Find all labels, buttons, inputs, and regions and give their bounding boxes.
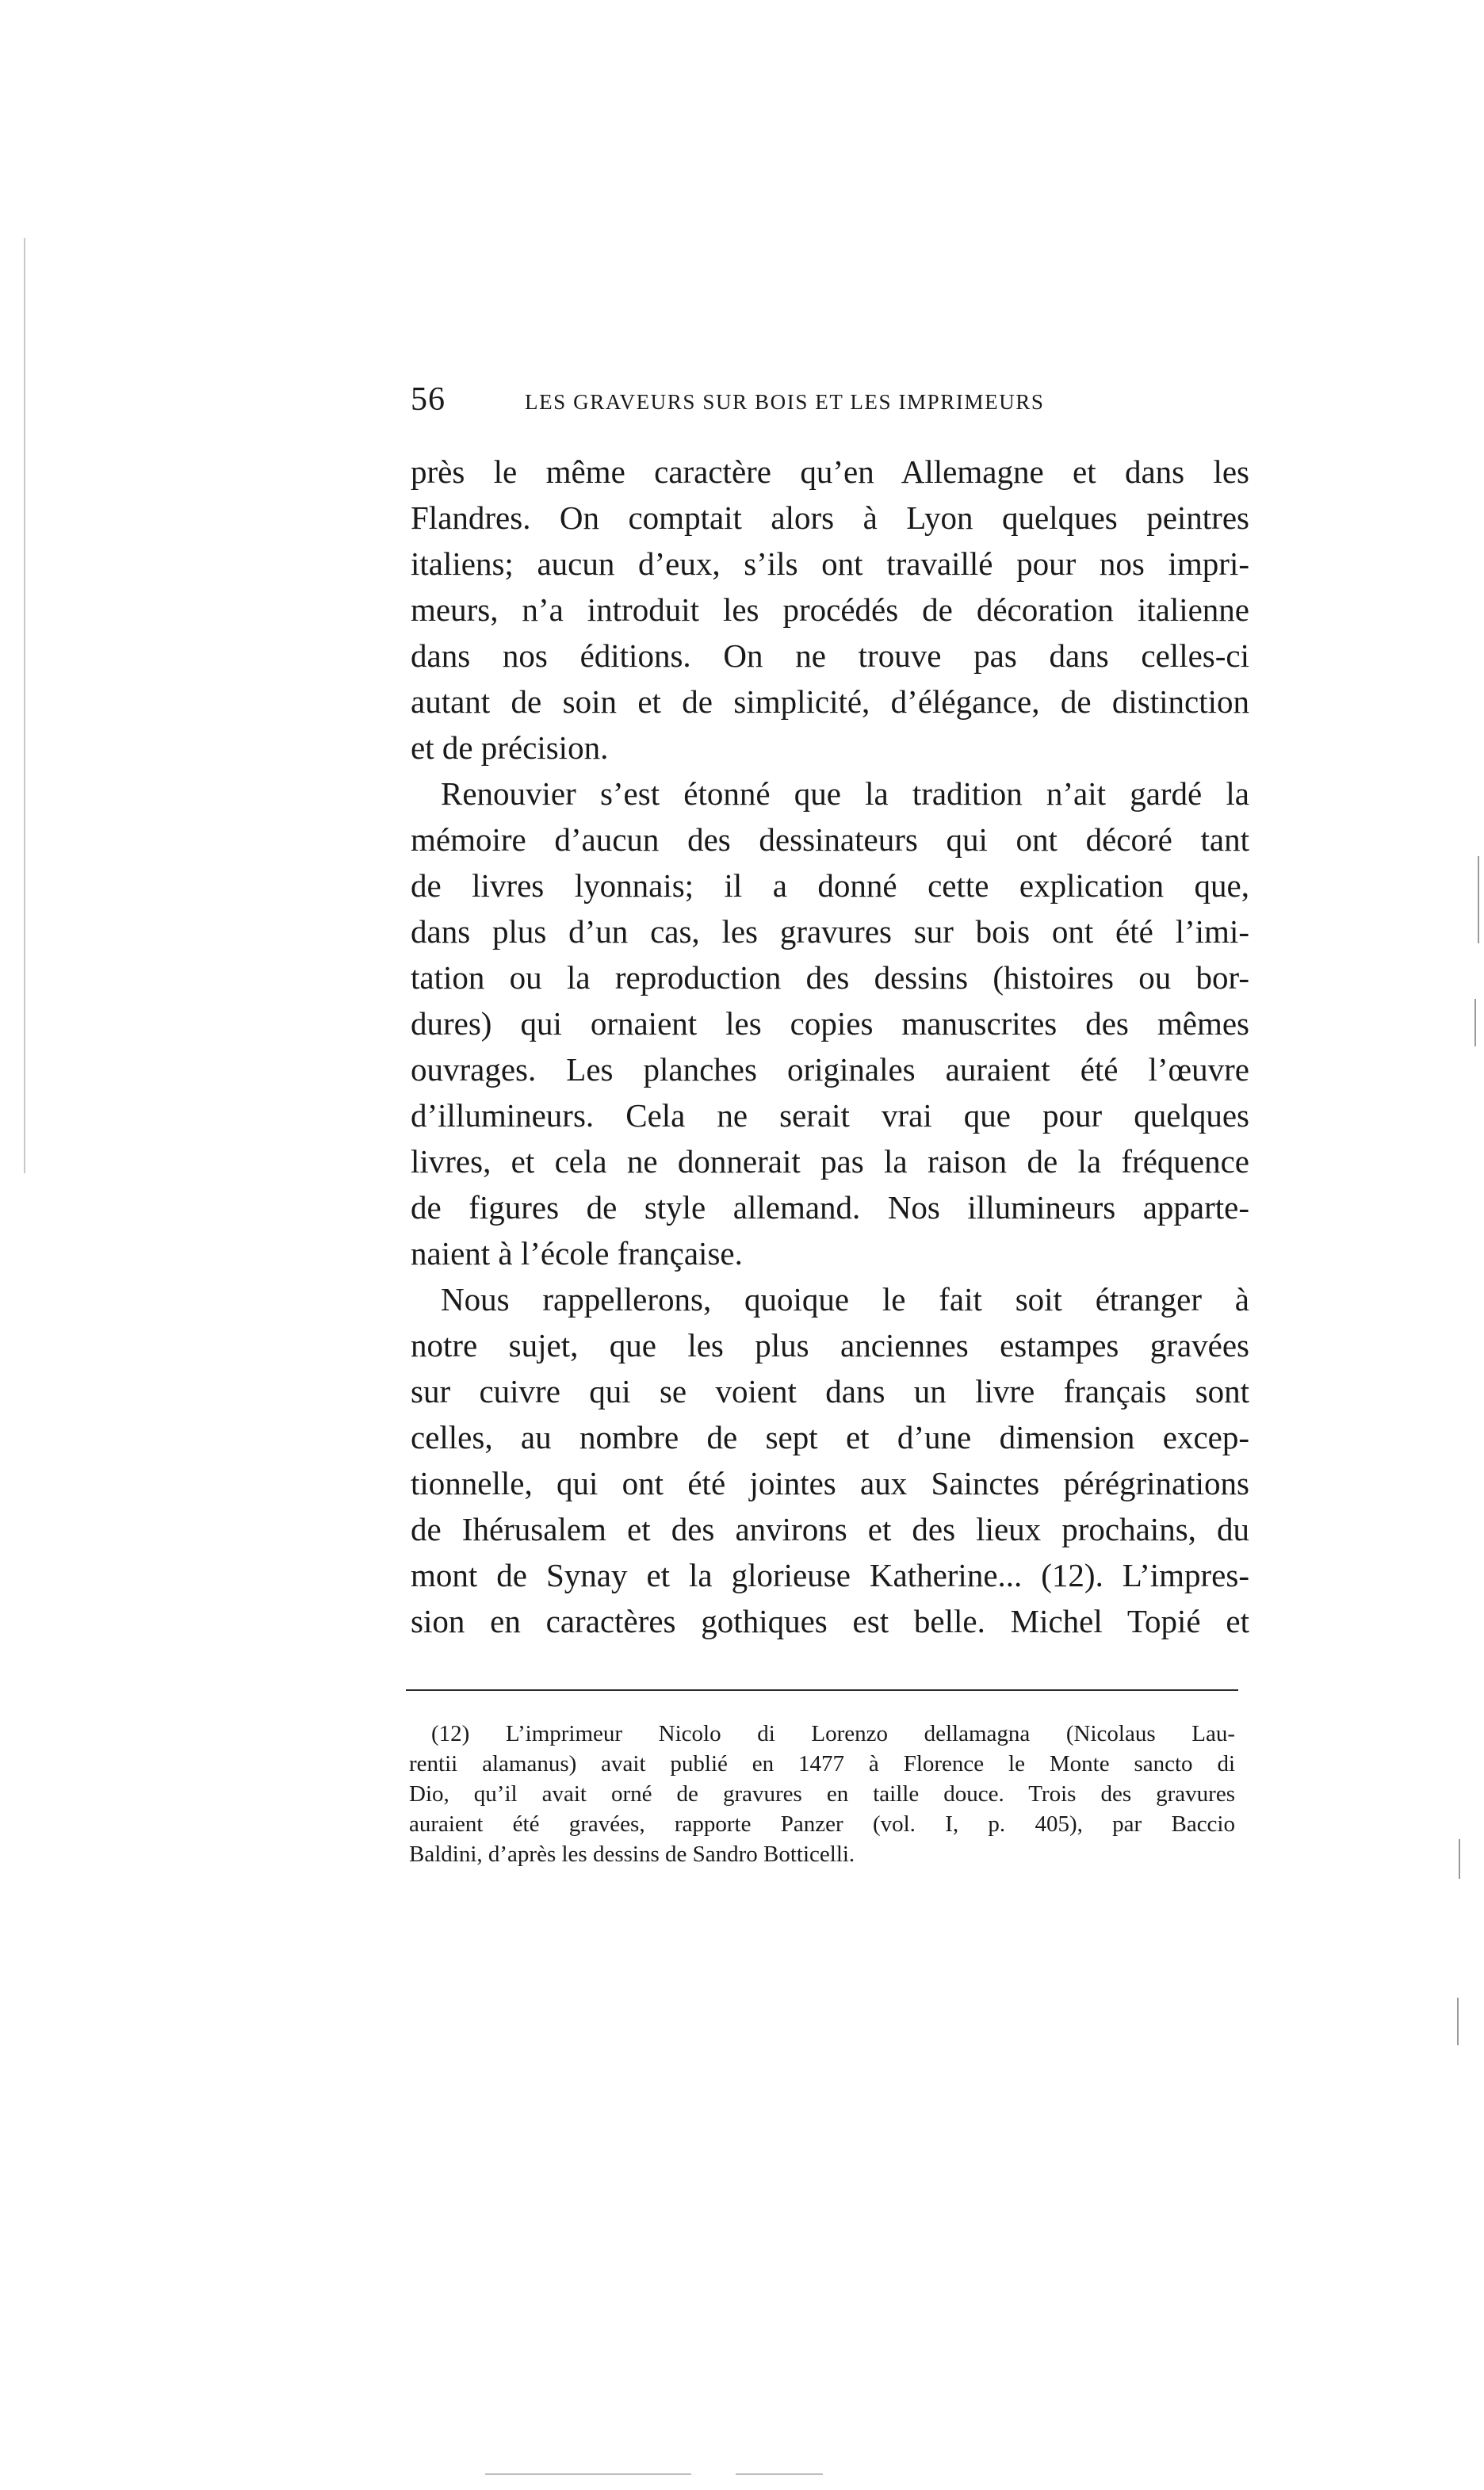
text-line: Nous rappellerons, quoique le fait soit étranger à [441, 1281, 1249, 1318]
running-title: LES GRAVEURS SUR BOIS ET LES IMPRIMEURS [525, 390, 1045, 414]
text-line: sion en caractères gothiques est belle. Michel Topié et [411, 1603, 1249, 1639]
text-line: meurs, n’a introduit les procédés de décoration italienne [411, 591, 1249, 628]
text-line: livres, et cela ne donnerait pas la raison de la fréquence [411, 1143, 1249, 1180]
footnote-line: rentii alamanus) avait publié en 1477 à Florence le Monte sancto di [409, 1751, 1235, 1777]
footnote-line: auraient été gravées, rapporte Panzer (vol. I, p. 405), par Baccio [409, 1811, 1235, 1837]
scan-edge-mark [1457, 1998, 1459, 2045]
footnote [409, 1719, 1235, 1869]
text-line: près le même caractère qu’en Allemagne et dans les [411, 453, 1249, 490]
scan-bottom-mark [736, 2473, 823, 2475]
text-line: de figures de style allemand. Nos illumineurs apparte- [411, 1189, 1249, 1226]
text-line: naient à l’école française. [411, 1235, 743, 1272]
text-line: dans plus d’un cas, les gravures sur bois ont été l’imi- [411, 913, 1249, 950]
text-line: sur cuivre qui se voient dans un livre français sont [411, 1373, 1249, 1409]
text-line: dures) qui ornaient les copies manuscrites des mêmes [411, 1005, 1249, 1042]
text-line: italiens; aucun d’eux, s’ils ont travaillé pour nos impri- [411, 545, 1249, 582]
text-line: autant de soin et de simplicité, d’élégance, de distinction [411, 683, 1249, 720]
text-line: Renouvier s’est étonné que la tradition n’ait gardé la [441, 775, 1249, 812]
page-header [411, 381, 1243, 428]
paragraph [411, 1276, 1249, 1644]
main-text [411, 449, 1249, 1644]
text-line: de livres lyonnais; il a donné cette explication que, [411, 867, 1249, 904]
footnote-separator [406, 1689, 1238, 1691]
text-line: tation ou la reproduction des dessins (histoires ou bor- [411, 959, 1249, 996]
text-line: de Ihérusalem et des anvirons et des lieux prochains, du [411, 1511, 1249, 1547]
text-line: tionnelle, qui ont été jointes aux Sainctes pérégrinations [411, 1465, 1249, 1501]
paragraph [411, 449, 1249, 771]
text-line: celles, au nombre de sept et d’une dimension excep- [411, 1419, 1249, 1455]
footnote-line: (12) L’imprimeur Nicolo di Lorenzo dellamagna (Nicolaus Lau- [431, 1721, 1235, 1746]
text-line: ouvrages. Les planches originales auraient été l’œuvre [411, 1051, 1249, 1088]
text-line: notre sujet, que les plus anciennes estampes gravées [411, 1327, 1249, 1364]
page-number: 56 [411, 381, 446, 418]
scan-bottom-mark [485, 2473, 691, 2475]
paragraph [411, 771, 1249, 1276]
text-line: Flandres. On comptait alors à Lyon quelques peintres [411, 499, 1249, 536]
text-line: mont de Synay et la glorieuse Katherine... (12). L’impres- [411, 1557, 1249, 1593]
scan-edge-mark [1459, 1839, 1460, 1879]
text-line: dans nos éditions. On ne trouve pas dans celles-ci [411, 637, 1249, 674]
scan-edge-mark [1478, 856, 1479, 943]
scan-edge-mark [1474, 999, 1476, 1046]
text-line: mémoire d’aucun des dessinateurs qui ont décoré tant [411, 821, 1249, 858]
scan-edge-mark [24, 238, 25, 1173]
text-line: et de précision. [411, 729, 609, 766]
footnote-line: Baldini, d’après les dessins de Sandro Botticelli. [409, 1842, 855, 1867]
footnote-line: Dio, qu’il avait orné de gravures en taille douce. Trois des gravures [409, 1781, 1235, 1807]
text-line: d’illumineurs. Cela ne serait vrai que pour quelques [411, 1097, 1249, 1134]
